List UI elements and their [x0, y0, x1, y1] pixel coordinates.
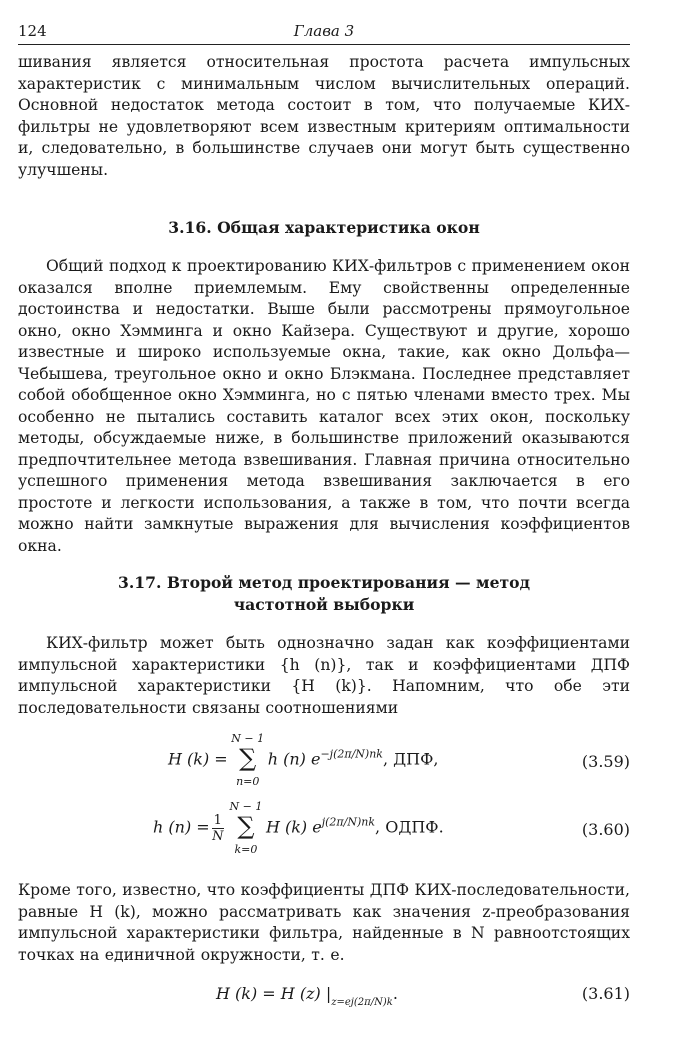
eq361-expr: H (k) = H (z) | [216, 984, 332, 1003]
eq359-sum-upper: N − 1 [231, 732, 265, 745]
page-header [18, 22, 630, 45]
eq360-lhs: h (n) = [153, 817, 210, 837]
equation-3-61 [18, 982, 630, 1012]
eq360-sum-lower: k=0 [234, 843, 258, 856]
eq360-frac-den: N [212, 828, 224, 844]
eq360-sum-upper: N − 1 [229, 800, 263, 813]
paragraph-dft-z-transform: Кроме того, известно, что коэффициенты ДПФ КИХ-последовательности, равные H (k), можно рассматривать как значения z-преобразования импульсной характеристики фильтра, найденные в N равноотстоящих точках на единичной окружности, т. е. [18, 881, 630, 964]
eq360-label: , ОДПФ. [375, 817, 444, 837]
eq359-sum [230, 732, 266, 788]
section-title-3-17-line1: 3.17. Второй метод проектирования — метод [118, 573, 530, 592]
eq360-frac-num: 1 [213, 812, 222, 828]
eq360-fraction [212, 813, 224, 844]
paragraph-fir-definition: КИХ-фильтр может быть однозначно задан как коэффициентами импульсной характеристики {h (n)}, так и коэффициентами ДПФ импульсной характеристики {H (k)}. Напомним, что обе эти последовательности связаны соотношениями [18, 634, 630, 717]
eq360-number: (3.60) [581, 820, 630, 839]
eq359-lhs: H (k) = [168, 749, 228, 769]
section-title-3-17-line2: частотной выборки [233, 595, 415, 614]
running-head: Глава 3 [293, 22, 355, 40]
eq359-term: h (n) e [267, 749, 321, 769]
eq359-label: , ДПФ, [382, 749, 439, 769]
eq360-sum [228, 800, 264, 856]
eq360-term: H (k) e [265, 817, 322, 837]
eq359-exponent: −j(2π/N)nk [320, 747, 383, 761]
sigma-symbol: ∑ [239, 744, 257, 772]
eq361-number: (3.61) [581, 984, 630, 1003]
paragraph-continuation: шивания является относительная простота расчета импульсных характеристик с минимальным числом вычислительных операций. Основной недостаток метода состоит в том, что получаемые КИХ-фильтры не удовлетворяют всем известным критериям оптимальности и, следовательно, в большинстве случаев они могут быть существенно улучшены. [18, 53, 630, 179]
eq361-subscript: z=ej(2π/N)k [331, 997, 393, 1008]
sigma-symbol: ∑ [237, 812, 255, 840]
page-number: 124 [18, 22, 47, 40]
eq360-exponent: j(2π/N)nk [321, 815, 376, 829]
equation-3-59 [18, 732, 630, 802]
section-title-3-16: 3.16. Общая характеристика окон [168, 218, 480, 237]
eq359-number: (3.59) [581, 752, 630, 771]
paragraph-windows: Общий подход к проектированию КИХ-фильтров с применением окон оказался вполне приемлемым. Ему свойственны определенные достоинства и недостатки. Выше были рассмотрены прямоугольное окно, окно Хэмминга и окно Кайзера. Существуют и другие, хорошо известные и широко используемые окна, такие, как окно Дольфа—Чебышева, треугольное окно и окно Блэкмана. Последнее представляет собой обобщенное окно Хэмминга, но с пятью членами вместо трех. Мы особенно не пытались составить каталог всех этих окон, поскольку методы, обсуждаемые ниже, в большинстве приложений оказываются предпочтительнее метода взвешивания. Главная причина относительно успешного применения метода взвешивания заключается в его простоте и легкости использования, а также в том, что почти всегда можно найти замкнутые выражения для вычисления коэффициентов окна. [18, 257, 630, 555]
eq361-tail: . [392, 984, 398, 1003]
equation-3-60 [18, 800, 630, 870]
eq359-sum-lower: n=0 [236, 775, 260, 788]
